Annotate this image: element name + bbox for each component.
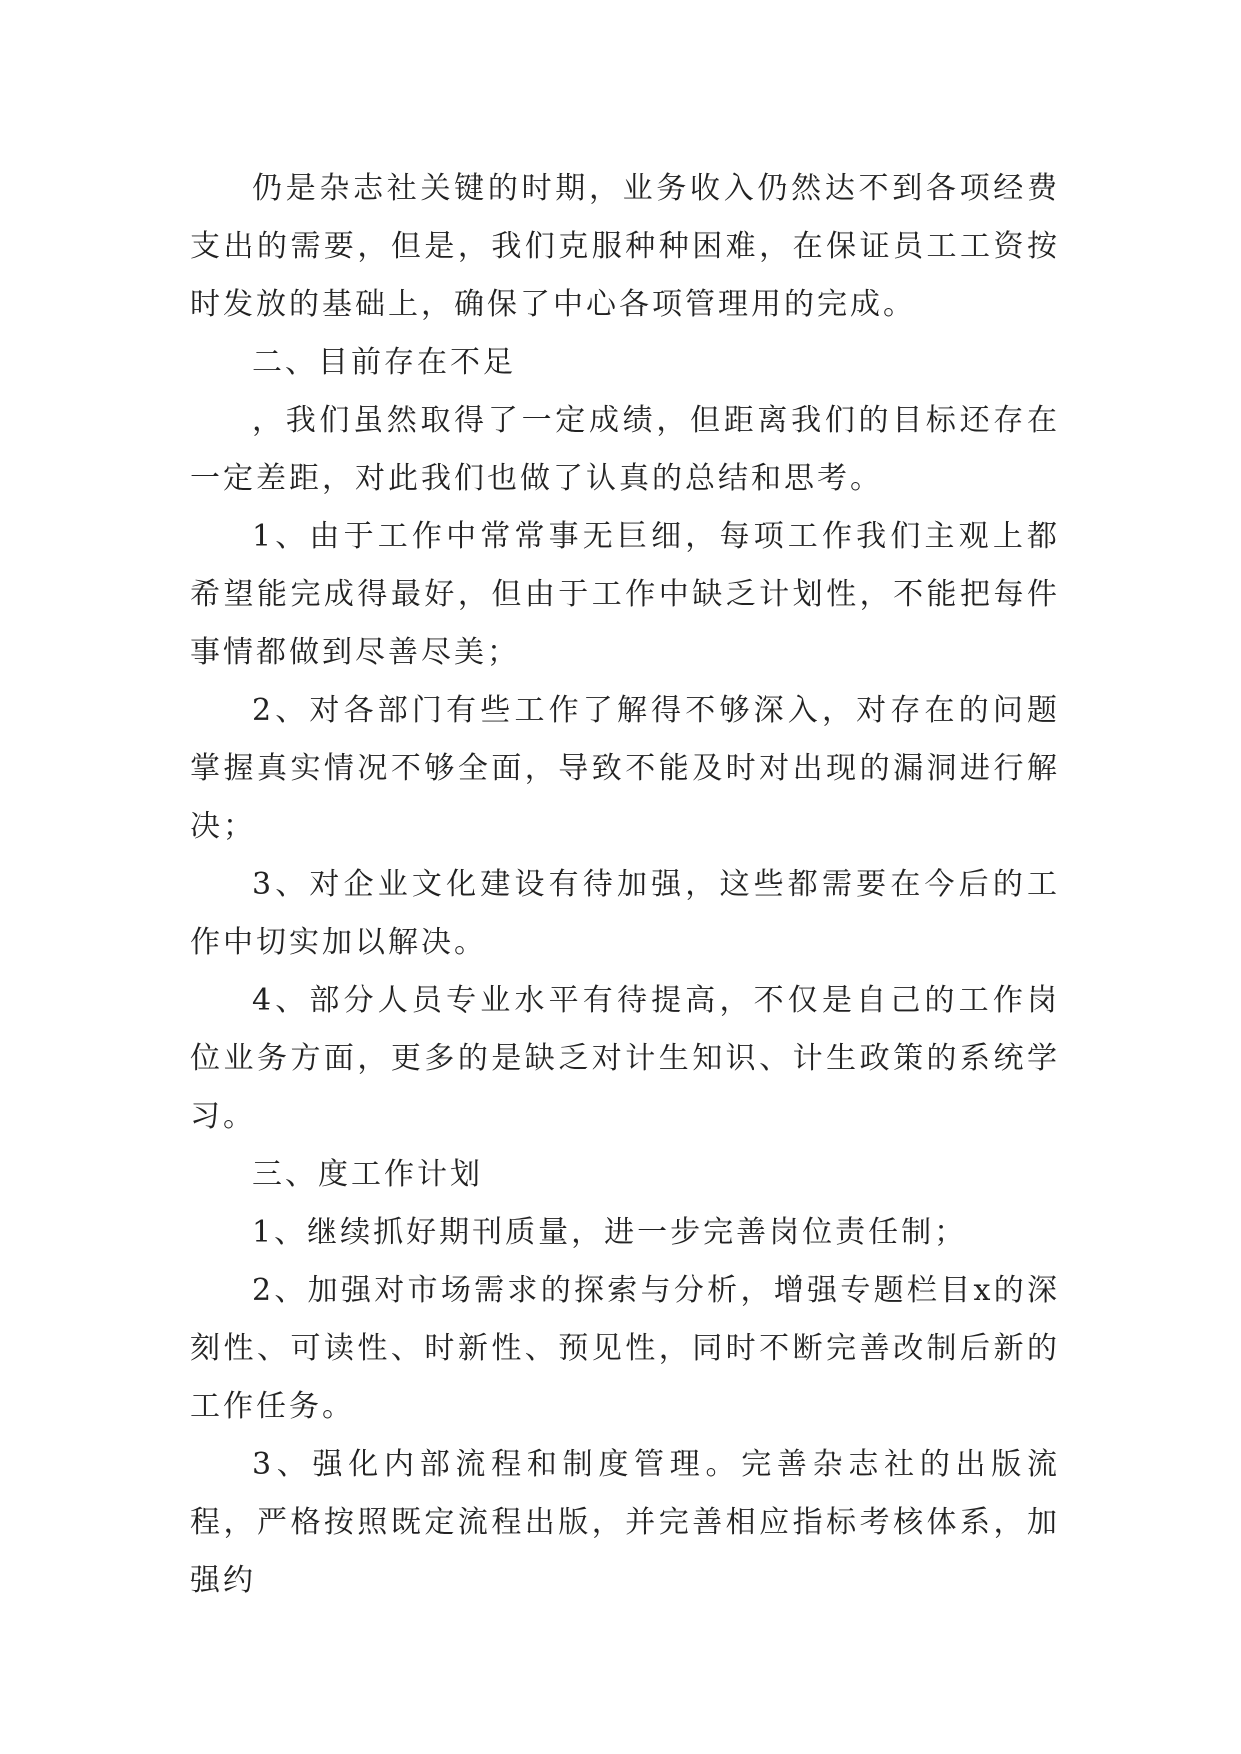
list-item-1: 1、由于工作中常常事无巨细，每项工作我们主观上都希望能完成得最好，但由于工作中缺乏计划性，不能把每件事情都做到尽善尽美；: [190, 519, 1060, 670]
plan-item-1: 1、继续抓好期刊质量，进一步完善岗位责任制；: [252, 1215, 968, 1250]
paragraph-2: ，我们虽然取得了一定成绩，但距离我们的目标还存在一定差距，对此我们也做了认真的总结和思考。: [190, 403, 1060, 496]
plan-item-2: 2、加强对市场需求的探索与分析，增强专题栏目x的深刻性、可读性、时新性、预见性，同时不断完善改制后新的工作任务。: [190, 1273, 1060, 1424]
section-heading-3: 三、度工作计划: [252, 1157, 483, 1192]
section-heading-2: 二、目前存在不足: [252, 345, 516, 380]
list-item-2: 2、对各部门有些工作了解得不够深入，对存在的问题掌握真实情况不够全面，导致不能及时对出现的漏洞进行解决；: [190, 693, 1060, 844]
paragraph-1: 仍是杂志社关键的时期，业务收入仍然达不到各项经费支出的需要，但是，我们克服种种困难，在保证员工工资按时发放的基础上，确保了中心各项管理用的完成。: [190, 171, 1060, 322]
document-body: [190, 160, 1060, 1610]
list-item-4: 4、部分人员专业水平有待提高，不仅是自己的工作岗位业务方面，更多的是缺乏对计生知识、计生政策的系统学习。: [190, 983, 1060, 1134]
plan-item-3: 3、强化内部流程和制度管理。完善杂志社的出版流程，严格按照既定流程出版，并完善相应指标考核体系，加强约: [190, 1447, 1060, 1598]
list-item-3: 3、对企业文化建设有待加强，这些都需要在今后的工作中切实加以解决。: [190, 867, 1060, 960]
